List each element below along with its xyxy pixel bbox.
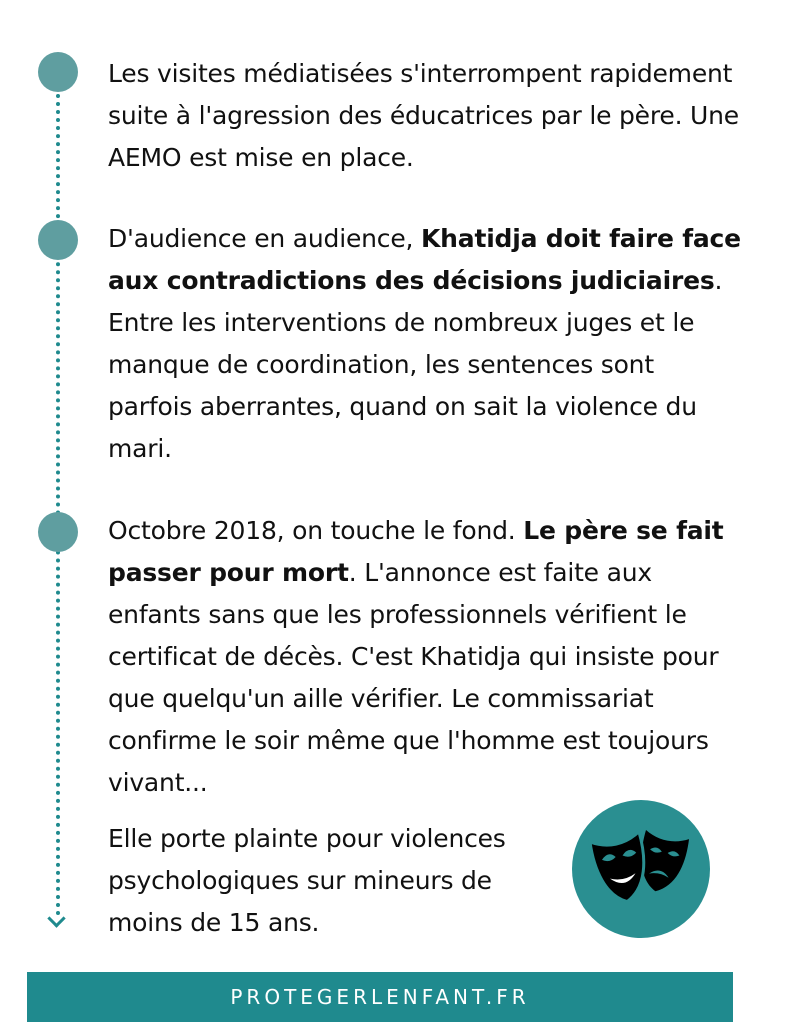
footer-banner [27,972,733,1022]
footer-website: PROTEGERLENFANT.FR [230,985,530,1009]
item-text-bold: Le père se fait passer pour mort [108,516,724,587]
timeline-item-2 [108,218,742,470]
arrow-down-icon [47,909,65,927]
item-text: Elle porte plainte pour violences psychologiques sur mineurs de moins de 15 ans. [108,824,506,937]
timeline-dot [38,512,78,552]
theater-masks-icon [572,800,710,938]
timeline-item-1 [108,53,742,179]
timeline-item-3 [108,510,742,804]
timeline-dot [38,220,78,260]
timeline-line [56,78,60,916]
item-text: . Entre les interventions de nombreux juges et le manque de coordination, les sentences sont parfois aberrantes, quand on sait la violence du mari. [108,266,723,463]
timeline-dot [38,52,78,92]
item-text: Les visites médiatisées s'interrompent rapidement suite à l'agression des éducatrices par le père. Une AEMO est mise en place. [108,59,739,172]
item-text: Octobre 2018, on touche le fond. [108,516,524,545]
item-text: . L'annonce est faite aux enfants sans que les professionnels vérifient le certificat de décès. C'est Khatidja qui insiste pour que quelqu'un aille vérifier. Le commissariat confirme le soir même que l'homme est toujours vivant... [108,558,719,797]
item-text: D'audience en audience, [108,224,421,253]
timeline-item-3-continuation [108,818,508,944]
item-text-bold: Khatidja doit faire face aux contradictions des décisions judiciaires [108,224,741,295]
